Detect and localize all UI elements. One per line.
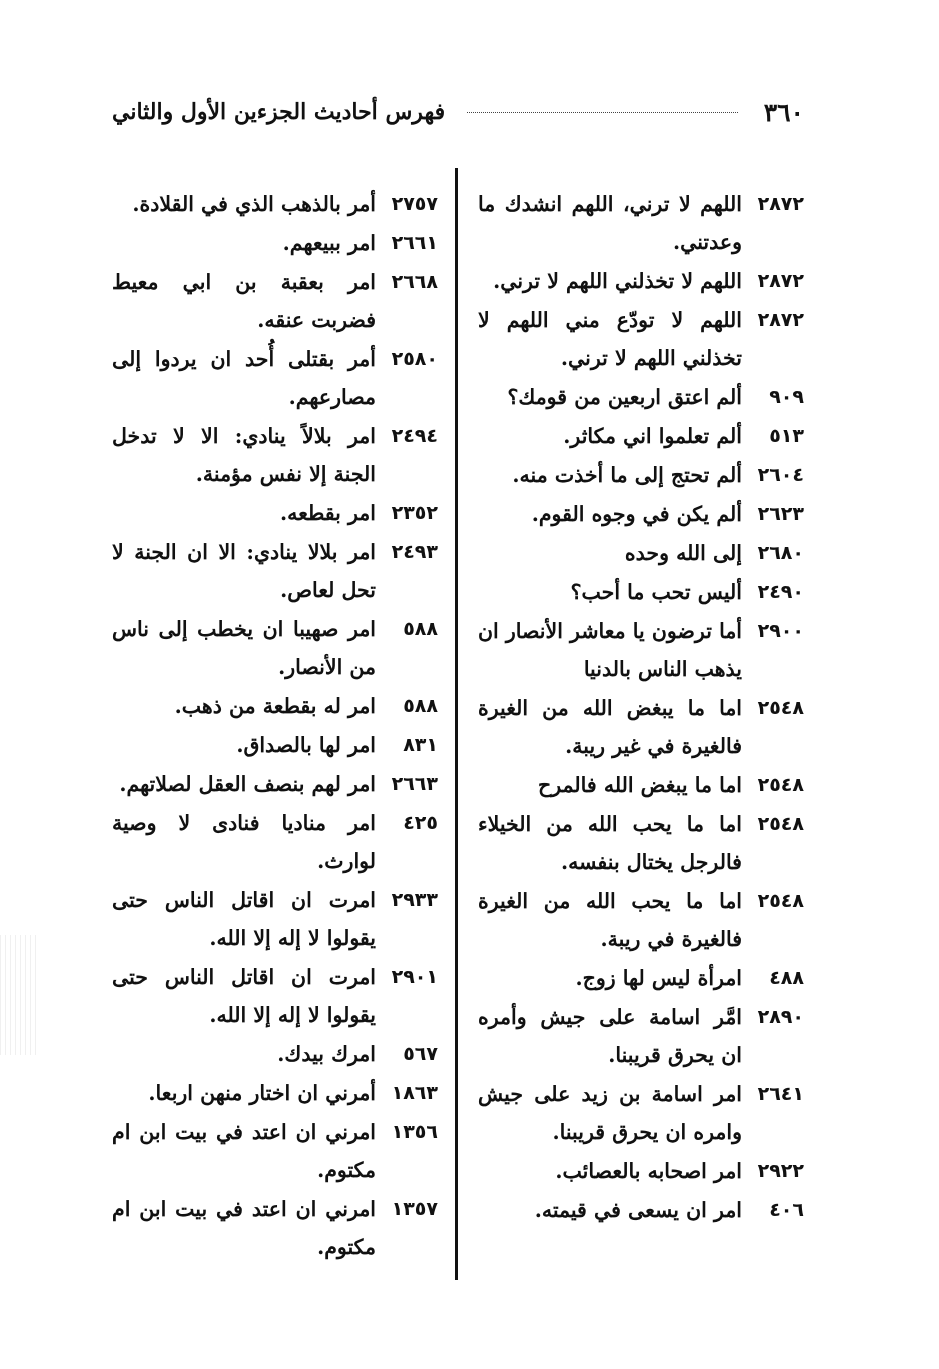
entry-text: امر لها بالصداق. bbox=[236, 733, 376, 757]
entry-number: ٢٦٦١ bbox=[391, 232, 438, 254]
index-entry bbox=[478, 1075, 804, 1151]
entry-text: ألم يكن في وجوه القوم. bbox=[531, 502, 742, 526]
index-entry bbox=[112, 958, 438, 1034]
header-dotted-rule bbox=[467, 112, 738, 113]
index-entry bbox=[112, 726, 438, 764]
entry-number: ٥٨٨ bbox=[403, 695, 438, 717]
entry-text: ألم تعلموا اني مكاثر. bbox=[563, 424, 742, 448]
entry-text: اللهم لا تخذلني اللهم لا ترني. bbox=[493, 269, 742, 293]
entry-number: ٢٩٣٣ bbox=[391, 889, 438, 911]
entry-number: ٢٦٨٠ bbox=[757, 542, 804, 564]
entry-text: امر ان يسعى في قيمته. bbox=[534, 1198, 742, 1222]
entry-text: امر اصحابه بالعصائب. bbox=[555, 1159, 742, 1183]
entry-text: اما ما يبغض الله من الغيرة فالغيرة في غير ريبة. bbox=[478, 696, 742, 758]
index-entry bbox=[478, 959, 804, 997]
entry-number: ٤٢٥ bbox=[403, 812, 438, 834]
entry-number: ٢٦٦٣ bbox=[391, 773, 438, 795]
index-entry bbox=[478, 805, 804, 881]
entry-number: ٢٥٤٨ bbox=[757, 813, 804, 835]
entry-text: أمرني ان اختار منهن اربعا. bbox=[148, 1081, 376, 1105]
scan-artifact bbox=[0, 935, 40, 1055]
index-entry bbox=[478, 534, 804, 572]
index-entry bbox=[478, 495, 804, 533]
entry-number: ٢٦٠٤ bbox=[757, 464, 804, 486]
entry-text: اما ما يحب الله من الغيرة فالغيرة في ريبة. bbox=[478, 889, 742, 951]
entry-number: ٢٤٩٣ bbox=[391, 541, 438, 563]
index-entry bbox=[112, 765, 438, 803]
index-entry bbox=[478, 185, 804, 261]
page-number: ٣٦٠ bbox=[763, 97, 804, 127]
index-entry bbox=[112, 340, 438, 416]
entry-number: ٢٦٤١ bbox=[757, 1083, 804, 1105]
entry-number: ٥٨٨ bbox=[403, 618, 438, 640]
entry-text: امرأة ليس لها زوج. bbox=[575, 966, 742, 990]
index-entry bbox=[112, 610, 438, 686]
index-entry bbox=[112, 1190, 438, 1266]
entry-text: اما ما يبغض الله فالمرح bbox=[538, 773, 742, 797]
column-divider bbox=[455, 168, 458, 1280]
entry-text: امر ببيعهم. bbox=[282, 231, 376, 255]
entry-number: ٨٣١ bbox=[403, 734, 438, 756]
entry-number: ٢٨٧٢ bbox=[757, 193, 804, 215]
entry-number: ٩٠٩ bbox=[769, 386, 804, 408]
index-entry bbox=[478, 262, 804, 300]
index-entry bbox=[478, 1152, 804, 1190]
left-column bbox=[112, 185, 438, 1267]
entry-number: ٢٧٥٧ bbox=[391, 193, 438, 215]
index-entry bbox=[112, 1113, 438, 1189]
entry-text: أما ترضون يا معاشر الأنصار ان يذهب الناس بالدنيا bbox=[478, 619, 742, 681]
entry-number: ١٨٦٣ bbox=[391, 1082, 438, 1104]
right-column bbox=[478, 185, 804, 1230]
entry-number: ٢٥٤٨ bbox=[757, 774, 804, 796]
index-entry bbox=[112, 417, 438, 493]
index-entry bbox=[112, 533, 438, 609]
entry-number: ٢٣٥٢ bbox=[391, 502, 438, 524]
index-entry bbox=[478, 882, 804, 958]
entry-number: ٢٦٢٣ bbox=[757, 503, 804, 525]
entry-text: إلى الله وحده bbox=[624, 541, 742, 565]
entry-number: ٢٩٠٠ bbox=[757, 620, 804, 642]
entry-text: امر صهيبا ان يخطب إلى ناس من الأنصار. bbox=[112, 617, 376, 679]
index-entry bbox=[112, 263, 438, 339]
index-entry bbox=[478, 301, 804, 377]
entry-number: ٤٠٦ bbox=[769, 1199, 804, 1221]
entry-number: ١٣٥٦ bbox=[391, 1121, 438, 1143]
entry-text: امر له بقطعة من ذهب. bbox=[174, 694, 376, 718]
index-entry bbox=[478, 378, 804, 416]
index-entry bbox=[112, 804, 438, 880]
index-entry bbox=[112, 224, 438, 262]
entry-text: امر بلالا ينادي: الا ان الجنة لا تحل لعاص. bbox=[112, 540, 376, 602]
page-header bbox=[112, 92, 804, 132]
entry-text: اللهم لا تودّع مني اللهم لا تخذلني اللهم لا ترني. bbox=[478, 308, 742, 370]
entry-text: امر اسامة بن زيد على جيش وامره ان يحرق قريبنا. bbox=[478, 1082, 742, 1144]
entry-text: امر بعقبة بن ابي معيط فضربت عنقه. bbox=[112, 270, 376, 332]
entry-text: اما ما يحب الله من الخيلاء فالرجل يختال بنفسه. bbox=[478, 812, 742, 874]
index-entry bbox=[478, 573, 804, 611]
entry-number: ٢٨٧٢ bbox=[757, 270, 804, 292]
entry-text: أليس تحب ما أحب؟ bbox=[570, 580, 742, 604]
entry-text: أمر بالذهب الذي في القلادة. bbox=[132, 192, 376, 216]
entry-number: ٤٨٨ bbox=[769, 967, 804, 989]
entry-text: اللهم لا ترني، اللهم انشدك ما وعدتني. bbox=[478, 192, 742, 254]
index-entry bbox=[112, 185, 438, 223]
index-entry bbox=[112, 881, 438, 957]
entry-number: ٢٤٩٤ bbox=[391, 425, 438, 447]
entry-number: ٥٦٧ bbox=[403, 1043, 438, 1065]
index-entry bbox=[112, 494, 438, 532]
index-entry bbox=[478, 766, 804, 804]
index-entry bbox=[478, 456, 804, 494]
entry-number: ٢٥٤٨ bbox=[757, 890, 804, 912]
index-entry bbox=[112, 1035, 438, 1073]
index-entry bbox=[478, 612, 804, 688]
entry-number: ١٣٥٧ bbox=[391, 1198, 438, 1220]
entry-text: ألم تحتج إلى ما أخذت منه. bbox=[512, 463, 742, 487]
entry-number: ٢٩٢٢ bbox=[757, 1160, 804, 1182]
entry-text: ألم اعتق اربعين من قومك؟ bbox=[507, 385, 742, 409]
entry-text: امر لهم بنصف العقل لصلاتهم. bbox=[119, 772, 376, 796]
entry-number: ٥١٣ bbox=[769, 425, 804, 447]
entry-text: امرك بيدك. bbox=[277, 1042, 376, 1066]
index-entry bbox=[478, 689, 804, 765]
index-entry bbox=[112, 687, 438, 725]
index-entry bbox=[112, 1074, 438, 1112]
index-entry bbox=[478, 998, 804, 1074]
entry-number: ٢٥٨٠ bbox=[391, 348, 438, 370]
entry-number: ٢٨٧٢ bbox=[757, 309, 804, 331]
entry-text: امَّر اسامة على جيش وأمره ان يحرق قريبنا. bbox=[478, 1005, 742, 1067]
entry-text: امرني ان اعتد في بيت ابن ام مكتوم. bbox=[112, 1197, 376, 1259]
entry-number: ٢٨٩٠ bbox=[757, 1006, 804, 1028]
entry-text: امر مناديا فنادى لا وصية لوارث. bbox=[112, 811, 376, 873]
entry-text: أمر بقتلى أُحد ان يردوا إلى مصارعهم. bbox=[112, 347, 376, 409]
entry-number: ٢٥٤٨ bbox=[757, 697, 804, 719]
header-title: فهرس أحاديث الجزءين الأول والثاني bbox=[112, 99, 446, 125]
index-entry bbox=[478, 1191, 804, 1229]
index-entry bbox=[478, 417, 804, 455]
entry-number: ٢٤٩٠ bbox=[757, 581, 804, 603]
entry-text: امرت ان اقاتل الناس حتى يقولوا لا إله إلا الله. bbox=[112, 965, 376, 1027]
entry-text: امرني ان اعتد في بيت ابن ام مكتوم. bbox=[112, 1120, 376, 1182]
entry-text: امر بلالاً ينادي: الا لا تدخل الجنة إلا نفس مؤمنة. bbox=[112, 424, 376, 486]
entry-number: ٢٦٦٨ bbox=[391, 271, 438, 293]
entry-text: امرت ان اقاتل الناس حتى يقولوا لا إله إلا الله. bbox=[112, 888, 376, 950]
entry-number: ٢٩٠١ bbox=[391, 966, 438, 988]
entry-text: امر بقطعه. bbox=[279, 501, 376, 525]
